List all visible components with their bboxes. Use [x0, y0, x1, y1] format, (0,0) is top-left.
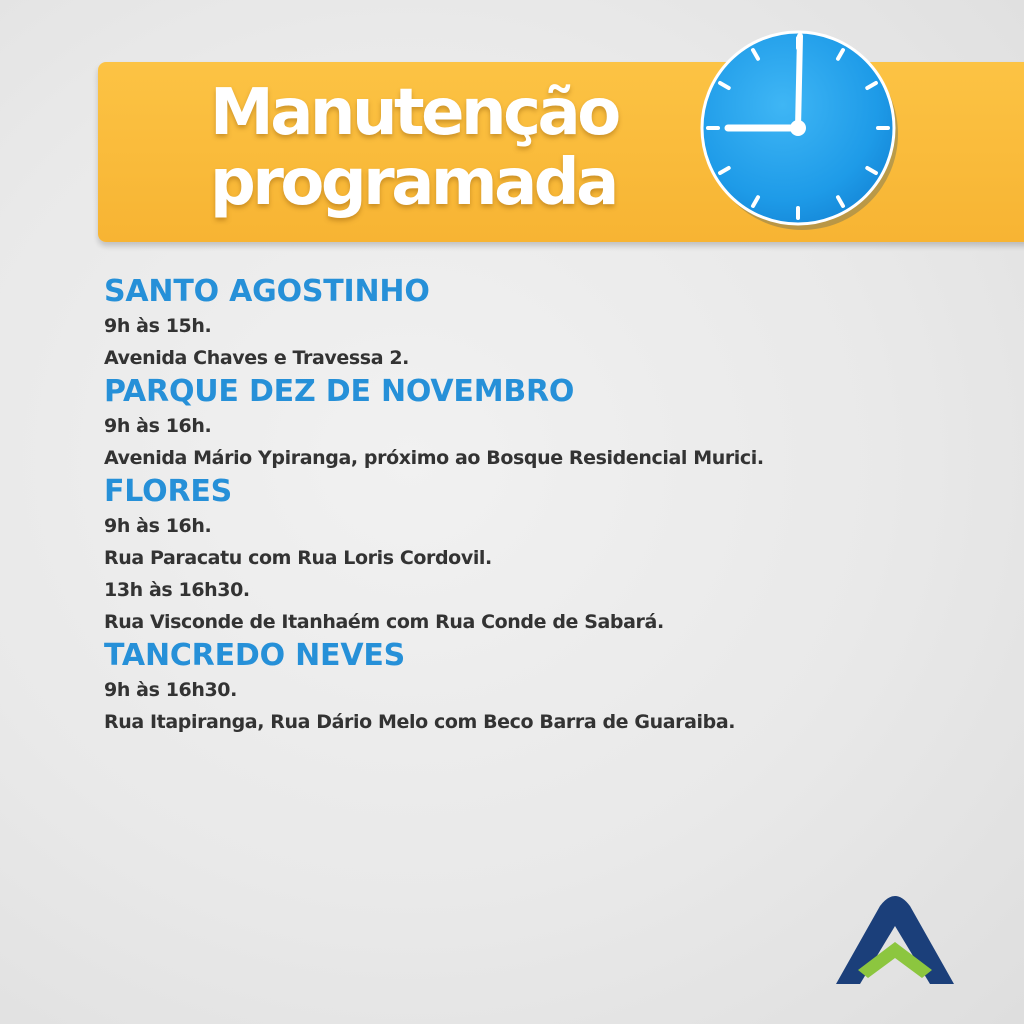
- section-location: Avenida Mário Ypiranga, próximo ao Bosque Residencial Murici.: [104, 447, 764, 469]
- section-location: Rua Visconde de Itanhaém com Rua Conde de Sabará.: [104, 611, 664, 633]
- section-title: PARQUE DEZ DE NOVEMBRO: [104, 374, 575, 409]
- page-title: [210, 78, 690, 218]
- title-line-1: Manutenção: [210, 76, 618, 150]
- section-flores: [104, 474, 984, 638]
- clock-icon: [698, 24, 898, 232]
- section-time: 9h às 15h.: [104, 315, 212, 337]
- section-tancredo-neves: [104, 638, 984, 738]
- title-line-2: programada: [210, 146, 616, 220]
- section-title: FLORES: [104, 474, 233, 509]
- brand-logo-icon: [830, 894, 960, 990]
- section-santo-agostinho: [104, 274, 984, 374]
- section-title: SANTO AGOSTINHO: [104, 274, 430, 309]
- section-location: Rua Paracatu com Rua Loris Cordovil.: [104, 547, 492, 569]
- section-time: 9h às 16h.: [104, 515, 212, 537]
- schedule-list: [104, 274, 984, 738]
- section-title: TANCREDO NEVES: [104, 638, 406, 673]
- section-location: Rua Itapiranga, Rua Dário Melo com Beco Barra de Guaraiba.: [104, 711, 736, 733]
- section-parque-dez-de-novembro: [104, 374, 984, 474]
- section-time: 9h às 16h30.: [104, 679, 237, 701]
- section-location: Avenida Chaves e Travessa 2.: [104, 347, 409, 369]
- section-time: 13h às 16h30.: [104, 579, 250, 601]
- section-time: 9h às 16h.: [104, 415, 212, 437]
